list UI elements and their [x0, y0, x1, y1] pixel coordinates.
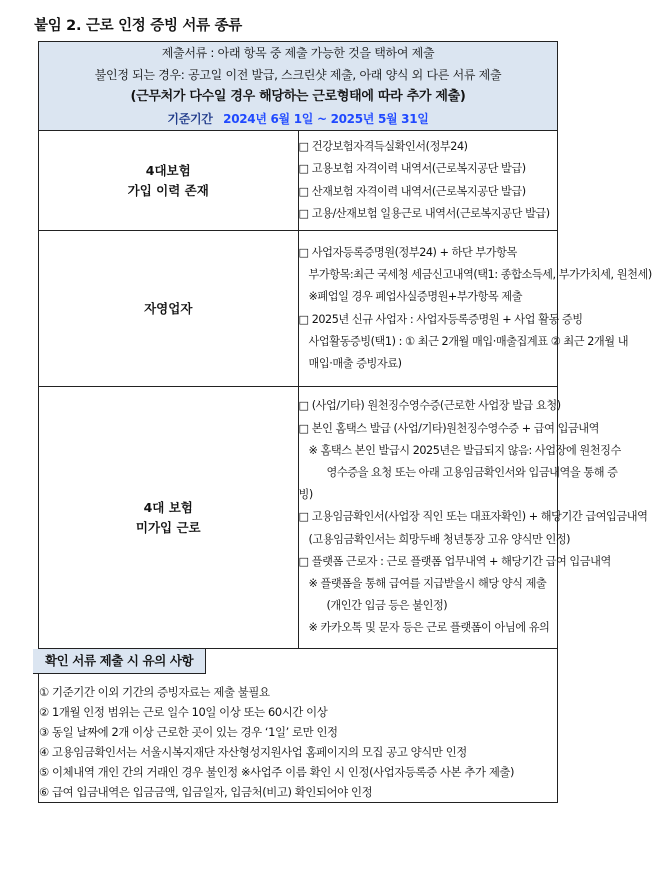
document-list	[298, 231, 652, 387]
category-label-line: 4대보험	[145, 162, 191, 178]
list-item: □ 2025년 신규 사업자 : 사업자등록증명원 + 사업 활동 증빙	[298, 312, 583, 326]
reference-period	[39, 108, 557, 130]
rejection-conditions: 불인정 되는 경우: 공고일 이전 발급, 스크린샷 제출, 아래 양식 외 다른 서류 제출	[94, 68, 502, 82]
list-item: □ (사업/기타) 원천징수영수증(근로한 사업장 발급 요청)	[298, 399, 561, 413]
category-row-self-employed	[39, 231, 558, 387]
list-item: 빙)	[298, 488, 313, 502]
notice-item: ③ 동일 날짜에 2개 이상 근로한 곳이 있는 경우 ‘1일’ 로만 인정	[39, 725, 338, 739]
notice-item: ② 1개월 인정 범위는 근로 일수 10일 이상 또는 60시간 이상	[39, 705, 328, 719]
category-label	[39, 131, 299, 231]
page-title: 붙임 2. 근로 인정 증빙 서류 종류	[34, 18, 242, 34]
list-item: 영수증을 요청 또는 아래 고용임금확인서와 입금내역을 통해 증	[326, 465, 618, 479]
category-label-line: 4대 보험	[143, 499, 193, 515]
multiple-workplace-note: (근무처가 다수일 경우 해당하는 근로형태에 따라 추가 제출)	[130, 89, 466, 104]
document-table	[38, 41, 652, 803]
list-item: □ 사업자등록증명원(정부24) + 하단 부가항목	[298, 245, 517, 259]
category-label-line: 미가입 근로	[135, 519, 201, 535]
reference-period-value: 2024년 6월 1일 ~ 2025년 5월 31일	[223, 112, 429, 126]
header-cell	[39, 42, 558, 131]
category-label-line: 자영업자	[144, 300, 193, 316]
list-item: □ 플랫폼 근로자 : 근로 플랫폼 업무내역 + 해당기간 급여 입금내역	[298, 554, 611, 568]
document-list	[298, 131, 558, 231]
notice-item: ① 기준기간 이외 기간의 증빙자료는 제출 불필요	[39, 685, 270, 699]
reference-period-label: 기준기간	[167, 112, 213, 126]
list-item: 부가항목:최근 국세청 세금신고내역(택1: 종합소득세, 부가가치세, 원천세)	[308, 268, 652, 282]
list-item: 매입·매출 증빙자료)	[308, 356, 402, 370]
list-item: ※폐업일 경우 폐업사실증명원+부가항목 제출	[308, 290, 523, 304]
list-item: □ 본인 홈택스 발급 (사업/기타)원천징수영수증 + 급여 입금내역	[298, 421, 600, 435]
notice-item: ⑤ 이체내역 개인 간의 거래인 경우 불인정 ※사업주 이름 확인 시 인정(사업자등록증 사본 추가 제출)	[39, 765, 515, 779]
list-item: ※ 홈택스 본인 발급시 2025년은 발급되지 않음: 사업장에 원천징수	[308, 443, 621, 457]
document-list	[298, 387, 648, 649]
notice-row	[39, 649, 558, 803]
notice-title: 확인 서류 제출 시 유의 사항	[33, 649, 206, 674]
submission-instruction: 제출서류 : 아래 항목 중 제출 가능한 것을 택하여 제출	[161, 46, 435, 60]
notice-section	[39, 649, 558, 803]
header-row	[39, 42, 558, 131]
notice-item: ⑥ 급여 입금내역은 입금금액, 입금일자, 입금처(비고) 확인되어야 인정	[39, 785, 373, 799]
list-item: (고용임금확인서는 희망두배 청년통장 고유 양식만 인정)	[308, 532, 571, 546]
category-label	[39, 387, 299, 649]
category-label	[39, 231, 299, 387]
list-item: □ 산재보험 자격이력 내역서(근로복지공단 발급)	[298, 184, 526, 198]
list-item: □ 고용임금확인서(사업장 직인 또는 대표자확인) + 해당기간 급여입금내역	[298, 510, 648, 524]
notice-item: ④ 고용임금확인서는 서울시복지재단 자산형성지원사업 홈페이지의 모집 공고 양식만 인정	[39, 745, 467, 759]
category-label-line: 가입 이력 존재	[127, 182, 209, 198]
list-item: ※ 카카오톡 및 문자 등은 근로 플랫폼이 아님에 유의	[308, 621, 550, 635]
list-item: □ 고용보험 자격이력 내역서(근로복지공단 발급)	[298, 162, 526, 176]
list-item: (개인간 입금 등은 불인정)	[326, 599, 448, 613]
category-row-insured	[39, 131, 558, 231]
list-item: □ 고용/산재보험 일용근로 내역서(근로복지공단 발급)	[298, 206, 550, 220]
list-item: 사업활동증빙(택1) : ① 최근 2개월 매입·매출집계표 ② 최근 2개월 내	[308, 334, 629, 348]
list-item: ※ 플랫폼을 통해 급여를 지급받을시 해당 양식 제출	[308, 577, 547, 590]
list-item: □ 건강보험자격득실확인서(정부24)	[298, 140, 468, 154]
category-row-uninsured	[39, 387, 558, 649]
